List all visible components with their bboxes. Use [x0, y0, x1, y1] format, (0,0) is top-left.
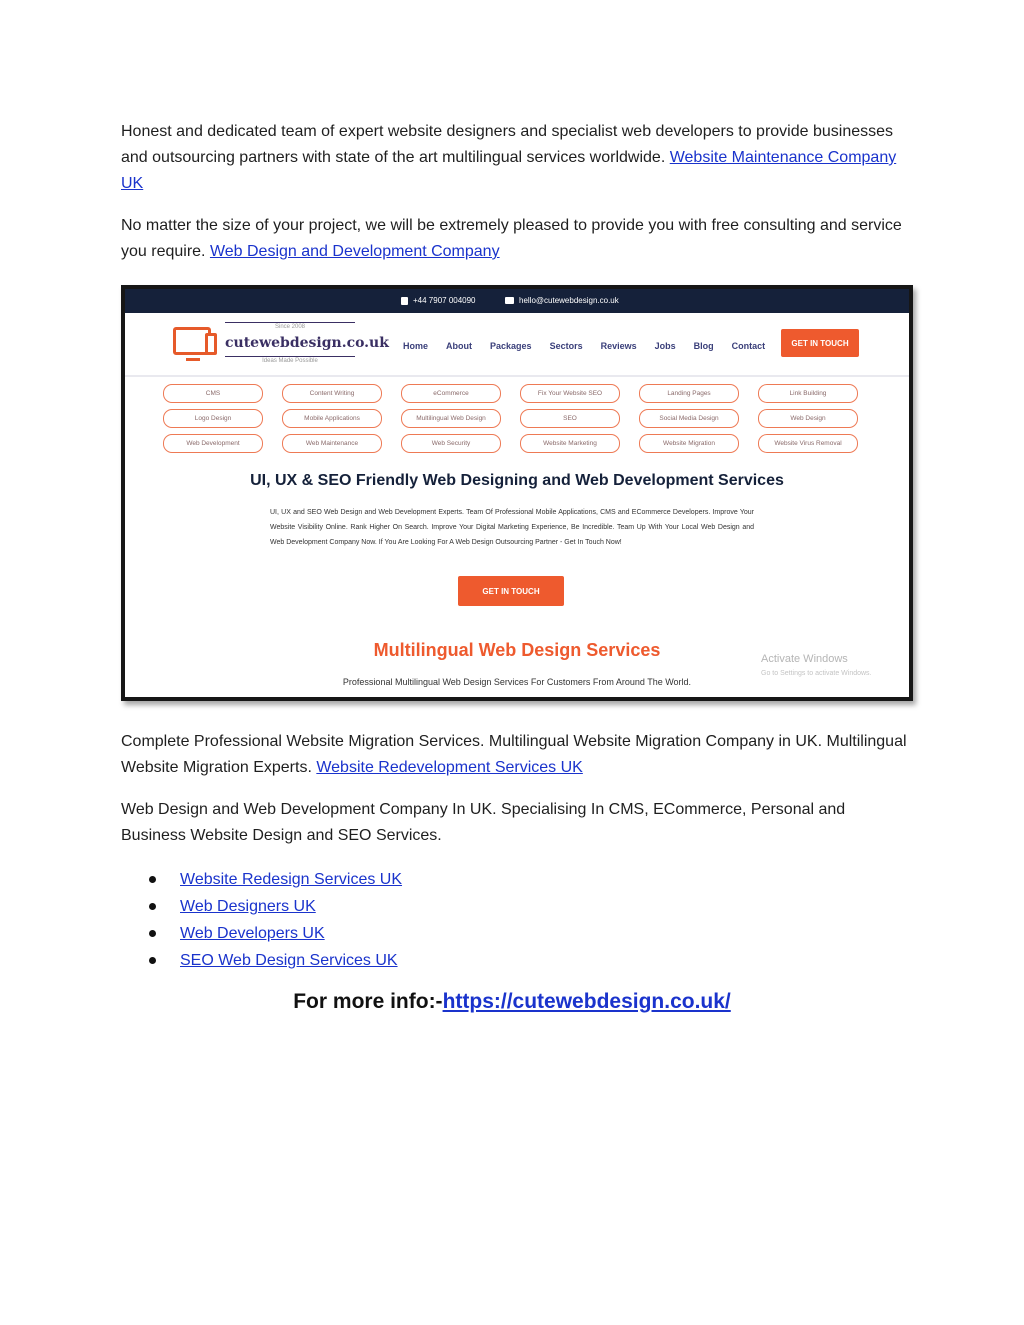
more-info-line	[0, 990, 1024, 1014]
web-developers-link[interactable]: Web Developers UK	[180, 925, 325, 942]
nav-blog: Blog	[693, 341, 714, 351]
list-item	[180, 866, 402, 893]
activate-windows-subtitle: Go to Settings to activate Windows.	[761, 670, 872, 677]
hero-get-in-touch: GET IN TOUCH	[458, 576, 564, 606]
service-pill: SEO	[520, 409, 620, 428]
service-pill: Web Design	[758, 409, 858, 428]
nav-packages: Packages	[490, 341, 532, 351]
hero-body: UI, UX and SEO Web Design and Web Development Experts. Team Of Professional Mobile Applications, CMS and ECommerce Developers. Improve Your Website Visibility Online. Rank Higher On Search. Improve Your Digital Marketing Experience, Be Incredible. Team Up With Your Local Web Design and Web Development Company Now. If You Are Looking For A Web Design Outsourcing Partner - Get In Touch Now!	[270, 509, 754, 546]
service-pill: Multilingual Web Design	[401, 409, 501, 428]
logo-tagline: Ideas Made Possible	[225, 356, 355, 364]
intro-paragraph	[121, 119, 911, 197]
activate-windows-title: Activate Windows	[761, 653, 848, 665]
web-designers-link[interactable]: Web Designers UK	[180, 898, 316, 915]
migration-text: Complete Professional Website Migration Services. Multilingual Website Migration Company in UK. Multilingual Website Migration Experts.	[121, 733, 907, 776]
hero-title: UI, UX & SEO Friendly Web Designing and Web Development Services	[250, 472, 784, 489]
service-pill: Web Development	[163, 434, 263, 453]
nav-jobs: Jobs	[654, 341, 676, 351]
nav-contact: Contact	[731, 341, 766, 351]
seo-web-design-link[interactable]: SEO Web Design Services UK	[180, 952, 398, 969]
intro-text: Honest and dedicated team of expert website designers and specialist web developers to provide businesses and outsourcing partners with state of the art multilingual services worldwide.	[121, 123, 894, 166]
homepage-link[interactable]: https://cutewebdesign.co.uk/	[442, 990, 731, 1013]
service-pill: Mobile Applications	[282, 409, 382, 428]
header-get-in-touch: GET IN TOUCH	[781, 329, 859, 357]
service-pill: Web Security	[401, 434, 501, 453]
mail-icon	[505, 297, 514, 304]
service-pill: eCommerce	[401, 384, 501, 403]
topbar-phone	[401, 296, 476, 305]
web-design-development-link[interactable]: Web Design and Development Company	[209, 243, 500, 260]
phone-icon	[401, 297, 408, 305]
consult-text: No matter the size of your project, we will be extremely pleased to provide you with free consulting and service you require.	[121, 217, 902, 260]
screenshot-topbar	[125, 289, 909, 313]
website-maintenance-link[interactable]: Website Maintenance Company UK	[121, 149, 897, 192]
company-paragraph	[121, 797, 911, 849]
website-redesign-link[interactable]: Website Redesign Services UK	[180, 871, 403, 888]
multilingual-title: Multilingual Web Design Services	[373, 640, 661, 660]
service-pill: CMS	[163, 384, 263, 403]
service-pill: Website Virus Removal	[758, 434, 858, 453]
mobile-icon	[205, 333, 217, 355]
service-pill: Content Writing	[282, 384, 382, 403]
service-pill: Web Maintenance	[282, 434, 382, 453]
service-pill: Website Migration	[639, 434, 739, 453]
nav-reviews: Reviews	[600, 341, 637, 351]
service-pill: Link Building	[758, 384, 858, 403]
consult-paragraph	[121, 213, 911, 265]
services-link-list	[121, 866, 402, 974]
list-item	[180, 947, 402, 974]
company-text: Web Design and Web Development Company In UK. Specialising In CMS, ECommerce, Personal and Business Website Design and SEO Services.	[121, 801, 846, 844]
nav-home: Home	[403, 341, 429, 351]
list-item	[180, 893, 402, 920]
screenshot-header	[125, 313, 909, 377]
nav-about: About	[446, 341, 473, 351]
service-pill: Social Media Design	[639, 409, 739, 428]
logo-since: Since 2008	[225, 322, 355, 330]
list-item	[180, 920, 402, 947]
service-pill: Fix Your Website SEO	[520, 384, 620, 403]
topbar-email-text: hello@cutewebdesign.co.uk	[519, 296, 619, 305]
nav-sectors: Sectors	[549, 341, 583, 351]
service-pill: Logo Design	[163, 409, 263, 428]
website-redevelopment-link[interactable]: Website Redevelopment Services UK	[316, 759, 583, 776]
multilingual-subtitle: Professional Multilingual Web Design Services For Customers From Around The World.	[342, 677, 692, 687]
topbar-phone-text: +44 7907 004090	[413, 296, 476, 305]
service-pill: Landing Pages	[639, 384, 739, 403]
website-screenshot	[121, 285, 913, 701]
logo-text: cutewebdesign.co.uk	[225, 335, 389, 351]
topbar-email	[505, 296, 619, 305]
screenshot-nav	[403, 341, 765, 351]
service-pill: Website Marketing	[520, 434, 620, 453]
more-info-label: For more info:-	[293, 990, 443, 1013]
migration-paragraph	[121, 729, 911, 781]
